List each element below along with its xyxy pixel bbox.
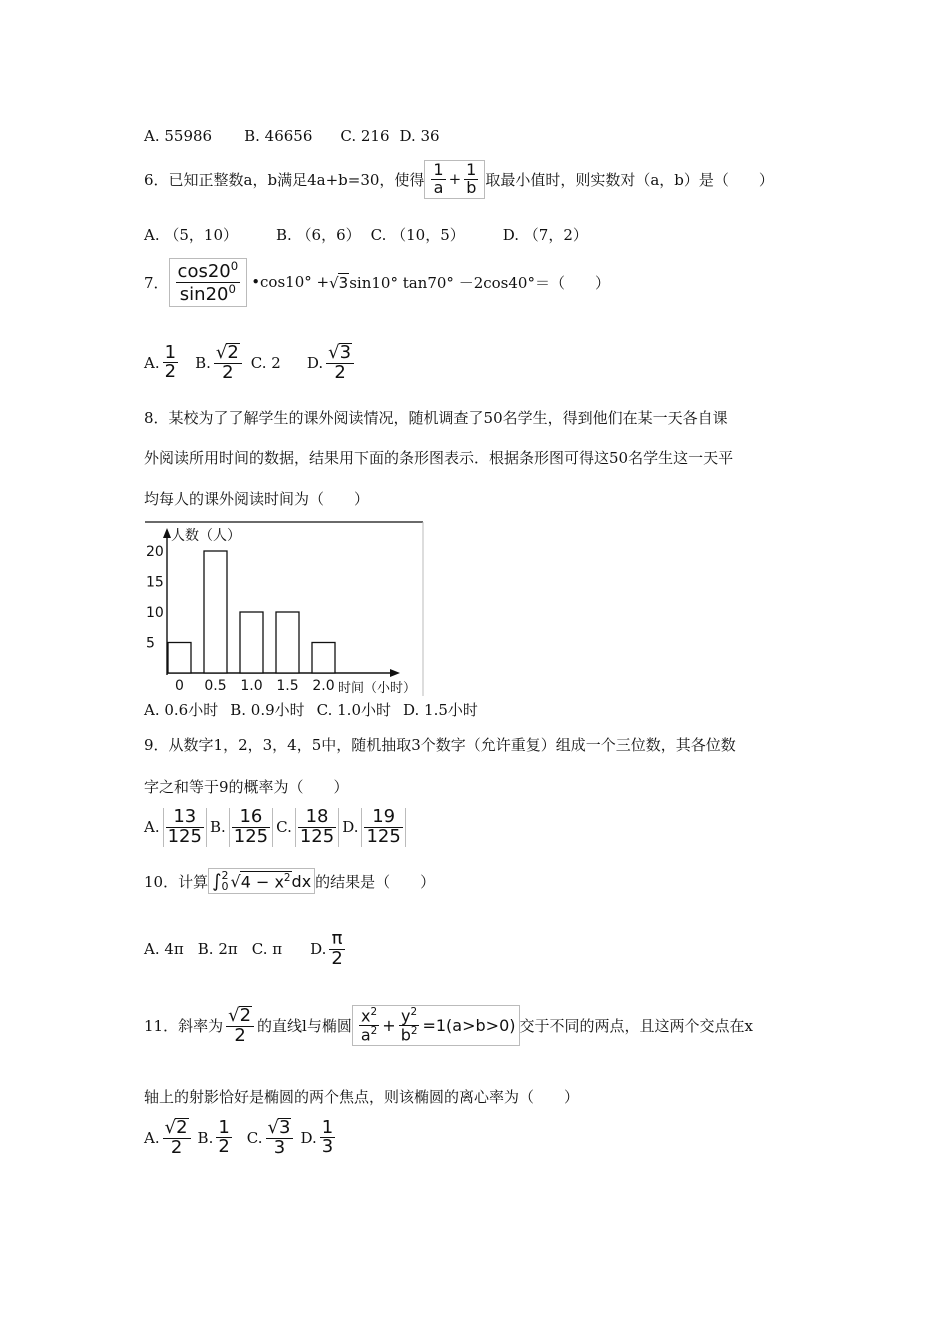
q8-option-b: B. 0.9小时	[230, 701, 305, 719]
q7-fraction-box	[169, 258, 248, 307]
q10-options: A. 4π B. 2π C. π D. $\frac{\pi}{2}$	[144, 928, 343, 969]
q8-option-a: A. 0.6小时	[144, 701, 219, 719]
q6-formula: $\frac{1}{a}$ + $\frac{1}{b}$	[424, 160, 485, 199]
q7-option-d-frac: √ 3 2	[326, 343, 354, 383]
q8-bar-chart	[144, 520, 424, 698]
q11-stem	[144, 1005, 753, 1046]
q10-stem	[144, 868, 435, 894]
y-tick-label: 10	[146, 605, 164, 621]
q11-option-a-frac: √ 2 2	[163, 1118, 191, 1158]
x-tick-label: 2.0	[312, 678, 335, 694]
q7-number: 7．	[144, 273, 169, 292]
y-tick-label: 5	[146, 635, 155, 652]
q8-option-d: D. 1.5小时	[403, 701, 478, 719]
y-tick-label: 15	[146, 574, 164, 591]
q7-mid2: sin10° tan70° －2cos40°＝（ ）	[349, 273, 610, 292]
q10-option-a: A. 4π	[144, 940, 184, 959]
q9-option-b-frac: $\frac{16}{125}$	[229, 808, 273, 847]
x-axis-label: 时间（小时）	[338, 681, 417, 696]
q10-prefix: 10．计算	[144, 872, 209, 891]
q9-option-c-frac: $\frac{18}{125}$	[295, 808, 339, 847]
q11-line-2: 轴上的射影恰好是椭圆的两个焦点，则该椭圆的离心率为（ ）	[144, 1088, 580, 1106]
q11-options: A. √ 2 2 B. $\frac{1}{2}$ C. √ 3 3 D. $\frac{1}{3}$	[144, 1116, 334, 1158]
q7-mid1: •cos10° +	[251, 273, 330, 292]
q9-option-d-frac: $\frac{19}{125}$	[361, 808, 405, 847]
bar	[312, 643, 335, 674]
q11-slope-frac: √ 2 2	[226, 1006, 254, 1046]
x-tick-label: 0	[175, 678, 184, 694]
q8-options	[144, 699, 478, 720]
bar	[240, 612, 263, 673]
q11-mid: 的直线l与椭圆	[257, 1017, 352, 1036]
q9-options: A. $\frac{13}{125}$ B. $\frac{16}{125}$ C. $\frac{18}{125}$ D. $\frac{19}{125}$	[144, 808, 409, 847]
q11-option-c-frac: √ 3 3	[266, 1118, 294, 1158]
q6-options	[144, 224, 588, 245]
q5-option-c: C. 216	[340, 127, 390, 145]
x-axis-arrow	[390, 669, 400, 677]
q8-line-3: 均每人的课外阅读时间为（ ）	[144, 490, 370, 508]
q6-option-d: D. （7，2）	[502, 226, 588, 244]
q10-integral: ∫ 2 0 √ $4 - x^2$ dx	[208, 868, 315, 894]
q11-option-d-frac: $\frac{1}{3}$	[321, 1116, 334, 1158]
q5-option-d: D. 36	[399, 127, 440, 145]
q7-option-a-frac: $\frac{1}{2}$	[164, 341, 177, 383]
q9-option-a-frac: $\frac{13}{125}$	[163, 808, 207, 847]
q5-option-b: B. 46656	[244, 127, 313, 145]
q8-line-1: 8．某校为了了解学生的课外阅读情况，随机调查了50名学生，得到他们在某一天各自课	[144, 409, 728, 427]
q7-sqrt: √ 3	[329, 273, 349, 292]
q5-option-a: A. 55986	[144, 127, 213, 145]
q6-option-c: C. （10，5）	[370, 226, 465, 244]
q6-frac-1: $\frac{1}{a}$	[433, 160, 444, 197]
q6-option-b: B. （6，6）	[276, 226, 361, 244]
q7-option-b-frac: √ 2 2	[214, 343, 242, 383]
x-tick-label: 1.0	[240, 678, 263, 694]
q8-line-2: 外阅读所用时间的数据，结果用下面的条形图表示．根据条形图可得这50名学生这一天平	[144, 449, 734, 467]
x-tick-label: 0.5	[204, 678, 227, 694]
q7-options: A. $\frac{1}{2}$ B. √ 2 2 C. 2 D. √ 3 2	[144, 343, 357, 383]
bar	[168, 643, 191, 674]
q6-suffix: 取最小值时，则实数对（a，b）是（ ）	[485, 170, 774, 189]
q6-prefix: 6．已知正整数a，b满足4a+b=30，使得	[144, 170, 425, 189]
q9-line-1: 9．从数字1，2，3，4，5中，随机抽取3个数字（允许重复）组成一个三位数，其各位数	[144, 736, 736, 754]
q11-ellipse-eq: $\frac{x^2}{a^2}$ + $\frac{y^2}{b^2}$ =1(a>b>0)	[352, 1005, 520, 1046]
y-axis-arrow	[163, 528, 171, 538]
q9-line-2: 字之和等于9的概率为（ ）	[144, 778, 349, 796]
q11-option-b-frac: $\frac{1}{2}$	[218, 1116, 230, 1158]
q6-frac-2: $\frac{1}{b}$	[466, 160, 477, 197]
q6-option-a: A. （5，10）	[144, 226, 238, 244]
y-axis-label: 人数（人）	[171, 528, 241, 544]
q11-prefix: 11．斜率为	[144, 1017, 224, 1036]
q10-option-c: C. π	[251, 940, 283, 959]
q5-options	[144, 127, 440, 145]
bar	[276, 612, 299, 673]
q7-stem	[144, 258, 610, 307]
y-tick-label: 20	[146, 544, 164, 560]
x-tick-label: 1.5	[276, 678, 299, 694]
q10-option-d-frac: $\frac{\pi}{2}$	[331, 928, 343, 969]
q11-suffix: 交于不同的两点，且这两个交点在x	[519, 1017, 753, 1036]
q7-frac: $\frac{\cos 20^0}{\sin 20^0}$	[177, 259, 239, 305]
q10-option-b: B. 2π	[197, 940, 238, 959]
bar	[204, 551, 227, 673]
q10-suffix: 的结果是（ ）	[315, 872, 436, 891]
q6-stem	[144, 160, 774, 199]
q8-option-c: C. 1.0小时	[316, 701, 391, 719]
